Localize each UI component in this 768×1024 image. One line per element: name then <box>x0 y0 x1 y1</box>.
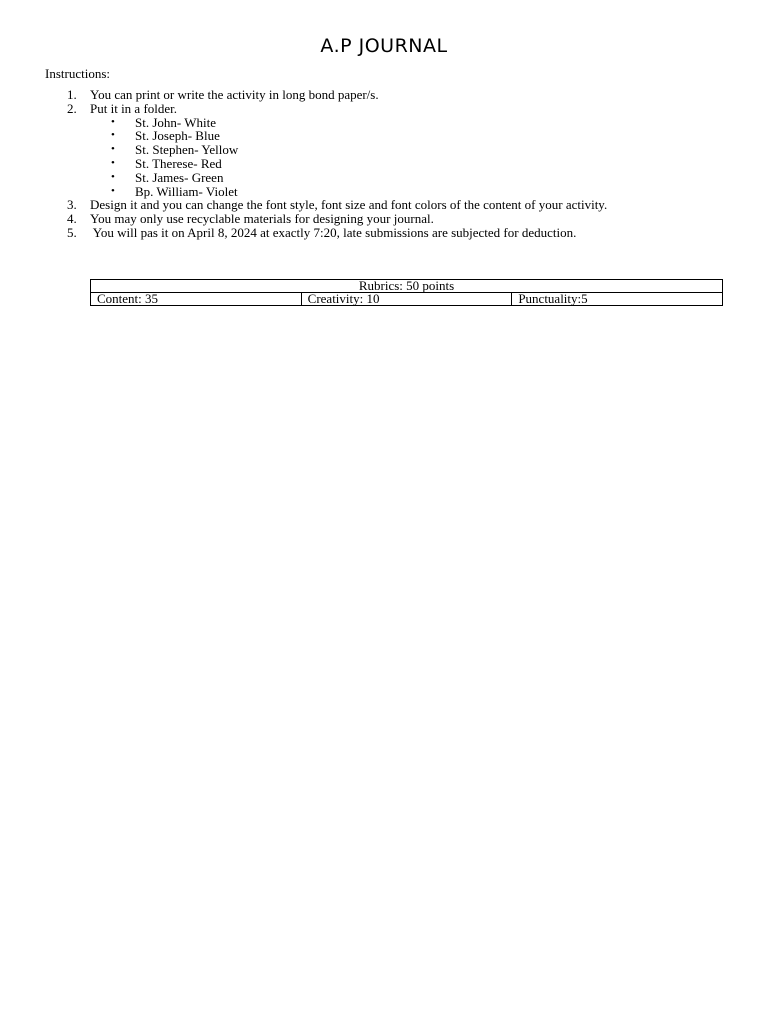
bullet-icon: • <box>111 129 115 142</box>
folder-item-text: St. James- Green <box>135 169 224 185</box>
instructions-label: Instructions: <box>45 66 110 81</box>
list-item-number: 5. <box>67 224 77 240</box>
document-title: A.P JOURNAL <box>320 35 448 57</box>
table-row <box>91 280 723 293</box>
folder-item-text: St. Joseph- Blue <box>135 128 220 144</box>
folder-item-text: St. Stephen- Yellow <box>135 142 239 158</box>
rubrics-table <box>90 279 723 306</box>
list-item <box>0 212 768 226</box>
folder-item <box>0 185 768 199</box>
list-item-number: 1. <box>67 87 77 102</box>
folder-item <box>0 116 768 130</box>
list-item <box>0 102 768 116</box>
rubrics-header: Rubrics: 50 points <box>91 280 723 293</box>
folder-item-text: St. Therese- Red <box>135 155 222 171</box>
bullet-icon: • <box>111 170 115 183</box>
folder-item-text: St. John- White <box>135 114 217 130</box>
folder-item <box>0 157 768 171</box>
list-item-number: 2. <box>67 100 77 116</box>
list-item <box>0 88 768 102</box>
list-item-text: You will pas it on April 8, 2024 at exactly 7:20, late submissions are subjected for deduction. <box>90 224 577 240</box>
list-item-text: Put it in a folder. <box>90 100 178 116</box>
bullet-icon: • <box>111 115 115 128</box>
folder-item-text: Bp. William- Violet <box>135 183 238 199</box>
folder-item <box>0 143 768 157</box>
instructions-list <box>0 88 768 240</box>
list-item <box>0 198 768 212</box>
table-row <box>91 293 723 306</box>
list-item-text: You can print or write the activity in long bond paper/s. <box>90 87 379 102</box>
folder-item <box>0 129 768 143</box>
bullet-icon: • <box>111 143 115 156</box>
list-item-text: You may only use recyclable materials for designing your journal. <box>90 211 434 227</box>
folder-item <box>0 171 768 185</box>
list-item-text: Design it and you can change the font style, font size and font colors of the content of your activity. <box>90 197 608 213</box>
rubrics-punctuality-cell: Punctuality:5 <box>512 293 723 306</box>
rubrics-content-cell: Content: 35 <box>91 293 302 306</box>
rubrics-creativity-cell: Creativity: 10 <box>301 293 512 306</box>
list-item-number: 4. <box>67 211 77 227</box>
list-item <box>0 226 768 240</box>
bullet-icon: • <box>111 156 115 169</box>
list-item-number: 3. <box>67 197 77 213</box>
bullet-icon: • <box>111 184 115 197</box>
